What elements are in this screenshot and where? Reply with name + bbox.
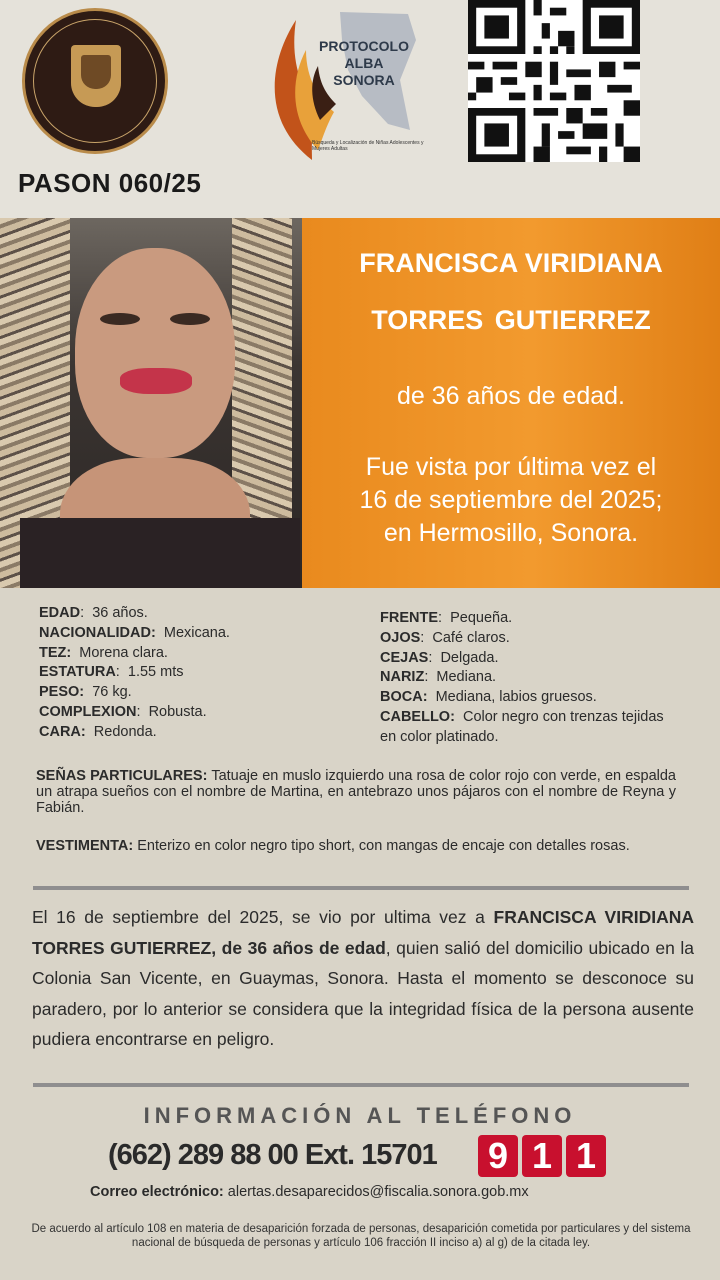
missing-person-photo <box>0 218 302 588</box>
alba-title <box>312 38 416 89</box>
age-line: de 36 años de edad. <box>397 382 625 410</box>
qr-code[interactable] <box>468 0 640 162</box>
detail-row <box>39 624 230 644</box>
detail-value: Pequeña. <box>450 610 513 626</box>
divider-top <box>33 886 689 890</box>
detail-row <box>39 703 230 723</box>
detail-sep: : <box>420 629 425 646</box>
detail-label: COMPLEXION <box>39 703 137 720</box>
name-line2: TORRES GUTIERREZ <box>371 305 651 335</box>
details-left-list <box>39 604 230 743</box>
detail-sep: : <box>115 664 120 681</box>
photo-eye-left <box>100 313 140 325</box>
detail-value: 1.55 mts <box>127 664 184 681</box>
senas-label: SEÑAS PARTICULARES: <box>36 768 208 784</box>
detail-label: ESTATURA <box>39 664 116 681</box>
alba-line2: ALBA <box>344 55 384 71</box>
detail-label: TEZ: <box>39 644 72 661</box>
detail-value: Redonda. <box>93 723 157 740</box>
photo-face <box>75 248 235 458</box>
detail-label: CARA: <box>39 723 86 740</box>
detail-value: Color negro con trenzas tejidas en color platinado. <box>380 708 664 745</box>
detail-sep: : <box>428 649 433 666</box>
detail-label: CABELLO: <box>380 708 455 725</box>
hero-panel <box>302 218 720 588</box>
digit-1a: 1 <box>522 1135 562 1177</box>
detail-label: NACIONALIDAD: <box>39 624 156 641</box>
detail-label: OJOS <box>380 629 421 646</box>
detail-label: CEJAS <box>380 649 429 666</box>
vestimenta-label: VESTIMENTA: <box>36 838 134 854</box>
detail-row <box>380 688 680 708</box>
detail-label: FRENTE <box>380 610 438 626</box>
detail-label: BOCA: <box>380 689 428 706</box>
last-seen-line1: Fue vista por última vez el <box>365 453 657 481</box>
alba-subtitle: Búsqueda y Localización de Niñas Adolescentes y Mujeres Adultas <box>312 140 424 152</box>
emergency-911-logo[interactable] <box>478 1135 606 1177</box>
email-label: Correo electrónico: <box>90 1184 224 1200</box>
narrative-part2: , quien salió del domicilio ubicado en la Colonia San Vicente, en Guaymas, Sonora. Hasta el momento se desconoce su paradero, por lo anterior se considera que la integridad física de la persona ausente pudiera encontrarse en peligro. <box>32 937 694 1049</box>
detail-row <box>380 668 680 688</box>
detail-row <box>39 663 230 683</box>
photo-clothing <box>20 518 300 588</box>
photo-lips <box>120 368 192 394</box>
narrative-paragraph <box>32 902 694 1055</box>
detail-row <box>39 723 230 743</box>
detail-value: Robusta. <box>148 703 207 720</box>
detail-sep: : <box>80 605 85 621</box>
photo-eye-right <box>170 313 210 325</box>
senas-text: Tatuaje en muslo izquierdo una rosa de color rojo con verde, en espalda un atrapa sueños con el nombre de Martina, en antebrazo unos pájaros con el nombre de Reyna y Fabián. <box>36 768 677 816</box>
detail-sep: : <box>424 669 429 686</box>
detail-value: Mediana, labios gruesos. <box>435 689 597 706</box>
case-id: PASON 060/25 <box>18 168 202 198</box>
detail-sep: : <box>136 703 141 720</box>
detail-label: NARIZ <box>380 669 425 686</box>
detail-value: Café claros. <box>432 629 510 646</box>
header-band <box>0 0 720 218</box>
digit-9: 9 <box>478 1135 518 1177</box>
detail-row <box>380 609 680 629</box>
digit-1b: 1 <box>566 1135 606 1177</box>
contact-email-line <box>90 1184 529 1200</box>
details-right-list <box>380 609 680 748</box>
last-seen-block <box>302 451 720 550</box>
detail-sep: : <box>438 610 443 626</box>
senas-particulares <box>36 768 676 816</box>
detail-value: Morena clara. <box>79 644 168 661</box>
narrative-part1: El 16 de septiembre del 2025, se vio por ultima vez a <box>32 907 494 927</box>
qr-code-icon <box>468 0 640 162</box>
last-seen-line3: en Hermosillo, Sonora. <box>383 519 639 547</box>
vestimenta-text: Enterizo en color negro tipo short, con mangas de encaje con detalles rosas. <box>137 838 630 854</box>
detail-value: 36 años. <box>92 605 148 621</box>
detail-row <box>380 629 680 649</box>
shield-icon <box>71 45 121 107</box>
legal-footnote: De acuerdo al artículo 108 en materia de desaparición forzada de personas, desaparición cometida por particulares y del sistema nacional de búsqueda de personas y artículo 106 fracción II inciso a) al g) de la citada ley. <box>31 1223 691 1249</box>
contact-title: INFORMACIÓN AL TELÉFONO <box>143 1103 577 1128</box>
detail-row <box>380 649 680 669</box>
last-seen-line2: 16 de septiembre del 2025; <box>359 486 663 514</box>
alba-line3: SONORA <box>333 72 395 88</box>
email-link[interactable]: alertas.desaparecidos@fiscalia.sonora.gob.mx <box>227 1184 529 1200</box>
detail-row <box>39 604 230 624</box>
detail-value: Mediana. <box>436 669 497 686</box>
vestimenta <box>36 838 676 854</box>
narrative-bold: FRANCISCA VIRIDIANA TORRES GUTIERREZ, de 36 años de edad <box>32 907 695 958</box>
contact-phone[interactable]: (662) 289 88 00 Ext. 15701 <box>108 1139 437 1171</box>
fiscalia-seal-logo <box>22 8 168 154</box>
detail-label: PESO: <box>39 684 85 701</box>
detail-row <box>380 708 680 748</box>
detail-row <box>39 683 230 703</box>
detail-value: Delgada. <box>440 649 499 666</box>
detail-value: Mexicana. <box>163 624 230 641</box>
name-line1: FRANCISCA VIRIDIANA <box>359 248 663 278</box>
detail-value: 76 kg. <box>92 684 132 701</box>
detail-row <box>39 644 230 664</box>
divider-bottom <box>33 1083 689 1087</box>
alba-line1: PROTOCOLO <box>319 38 409 54</box>
detail-label: EDAD <box>39 605 81 621</box>
